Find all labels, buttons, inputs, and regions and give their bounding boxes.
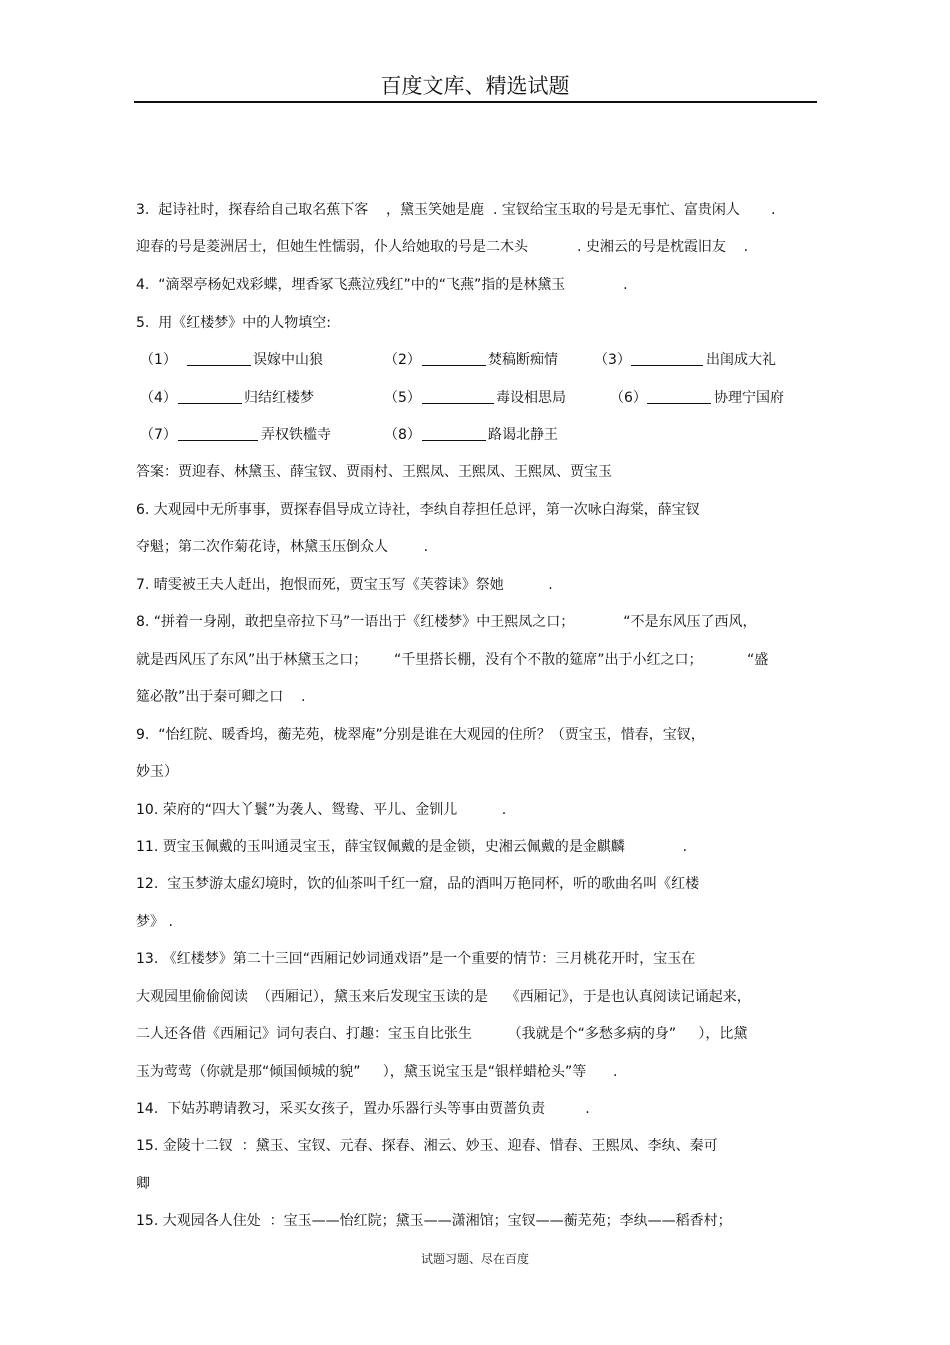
fill-item-number: （2） (384, 352, 421, 368)
fill-blank (422, 389, 494, 404)
fill-item-number: （4） (140, 390, 177, 406)
text-line: 8. “拼着一身剐，敢把皇帝拉下马”一语出于《红楼梦》中王熙凤之口； “不是东风压了西风， (136, 614, 757, 630)
text-line: 迎春的号是菱洲居士，但她生性懦弱，仆人给她取的号是二木头 . 史湘云的号是枕霞旧友 . (136, 239, 749, 255)
text-line: 4. “滴翠亭杨妃戏彩蝶，埋香冢飞燕泣残红”中的“飞燕”指的是林黛玉 . (136, 277, 628, 293)
fill-item-number: （8） (384, 427, 421, 443)
fill-item-text: 出闺成大礼 (706, 352, 776, 368)
fill-blank (647, 389, 711, 404)
fill-item-number: （6） (610, 390, 647, 406)
fill-blank (422, 351, 486, 366)
fill-item-text: 弄权铁槛寺 (261, 427, 331, 443)
text-line: 3. 起诗社时，探春给自己取名蕉下客 ，黛玉笑她是鹿 . 宝钗给宝玉取的号是无事忙、富贵闲人 . (136, 202, 776, 218)
fill-item-number: （1） (140, 352, 177, 368)
fill-item-text: 归结红楼梦 (244, 390, 314, 406)
fill-item-text: 路谒北静王 (488, 427, 558, 443)
fill-item-text: 焚稿断痴情 (488, 352, 558, 368)
page-footer: 试题习题、尽在百度 (420, 1252, 529, 1266)
text-line: 15. 金陵十二钗 ：黛玉、宝钗、元春、探春、湘云、妙玉、迎春、惜春、王熙凤、李纨、秦可 (136, 1138, 718, 1154)
text-line: 12. 宝玉梦游太虚幻境时，饮的仙茶叫千红一窟，品的酒叫万艳同杯，听的歌曲名叫《红楼 (136, 876, 700, 892)
text-line: 14. 下姑苏聘请教习，采买女孩子，置办乐器行头等事由贾蔷负责 . (136, 1101, 590, 1117)
text-line: 夺魁；第二次作菊花诗，林黛玉压倒众人 . (136, 539, 429, 555)
fill-blank (422, 426, 486, 441)
text-line: 妙玉） (136, 764, 178, 780)
text-line: 15. 大观园各人住处 ：宝玉——怡红院；黛玉——潇湘馆；宝钗——蘅芜苑；李纨——稻香村； (136, 1213, 732, 1229)
text-line: 梦》 . (136, 914, 173, 930)
text-line: 11. 贾宝玉佩戴的玉叫通灵宝玉，薛宝钗佩戴的是金锁，史湘云佩戴的是金麒麟 . (136, 839, 688, 855)
text-line: 10. 荣府的“四大丫鬟”为袭人、鸳鸯、平儿、金钏儿 . (136, 802, 507, 818)
fill-blank (187, 351, 251, 366)
text-line: 9. “怡红院、暖香坞，蘅芜苑，栊翠庵”分别是谁在大观园的住所？（贾宝玉，惜春，宝钗， (136, 727, 705, 743)
fill-item-text: 协理宁国府 (714, 390, 784, 406)
text-line: 就是西风压了东风”出于林黛玉之口； “千里搭长棚，没有个不散的筵席”出于小红之口； “盛 (136, 652, 769, 668)
fill-item-number: （5） (384, 390, 421, 406)
fill-item-text: 误嫁中山狼 (253, 352, 323, 368)
text-line: 6. 大观园中无所事事，贾探春倡导成立诗社，李纨自荐担任总评，第一次咏白海棠，薛宝钗 (136, 502, 700, 518)
fill-item-text: 毒设相思局 (496, 390, 566, 406)
header-divider (134, 101, 817, 103)
answer-line: 答案：贾迎春、林黛玉、薛宝钗、贾雨村、王熙凤、王熙凤、王熙凤、贾宝玉 (136, 464, 612, 480)
fill-blank (178, 389, 242, 404)
fill-blank (631, 351, 703, 366)
page-header-title: 百度文库、精选试题 (380, 74, 570, 98)
text-line: 二人还各借《西厢记》词句表白、打趣：宝玉自比张生 （我就是个“多愁多病的身” ），比黛 (136, 1026, 748, 1042)
text-line: 7. 晴雯被王夫人赶出，抱恨而死，贾宝玉写《芙蓉诔》祭她 . (136, 577, 553, 593)
text-line: 卿 (136, 1176, 150, 1192)
text-line: 大观园里偷偷阅读 （西厢记），黛玉来后发现宝玉读的是 《西厢记》，于是也认真阅读记诵起来， (136, 989, 751, 1005)
text-line: 筵必散”出于秦可卿之口 . (136, 689, 306, 705)
text-line: 玉为莺莺（你就是那“倾国倾城的貌” ），黛玉说宝玉是“银样蜡枪头”等 . (136, 1064, 618, 1080)
text-line: 5. 用《红楼梦》中的人物填空: (136, 315, 331, 331)
fill-blank (178, 426, 258, 441)
fill-item-number: （3） (594, 352, 631, 368)
fill-item-number: （7） (140, 427, 177, 443)
text-line: 13. 《红楼梦》第二十三回“西厢记妙词通戏语”是一个重要的情节：三月桃花开时，宝玉在 (136, 951, 696, 967)
